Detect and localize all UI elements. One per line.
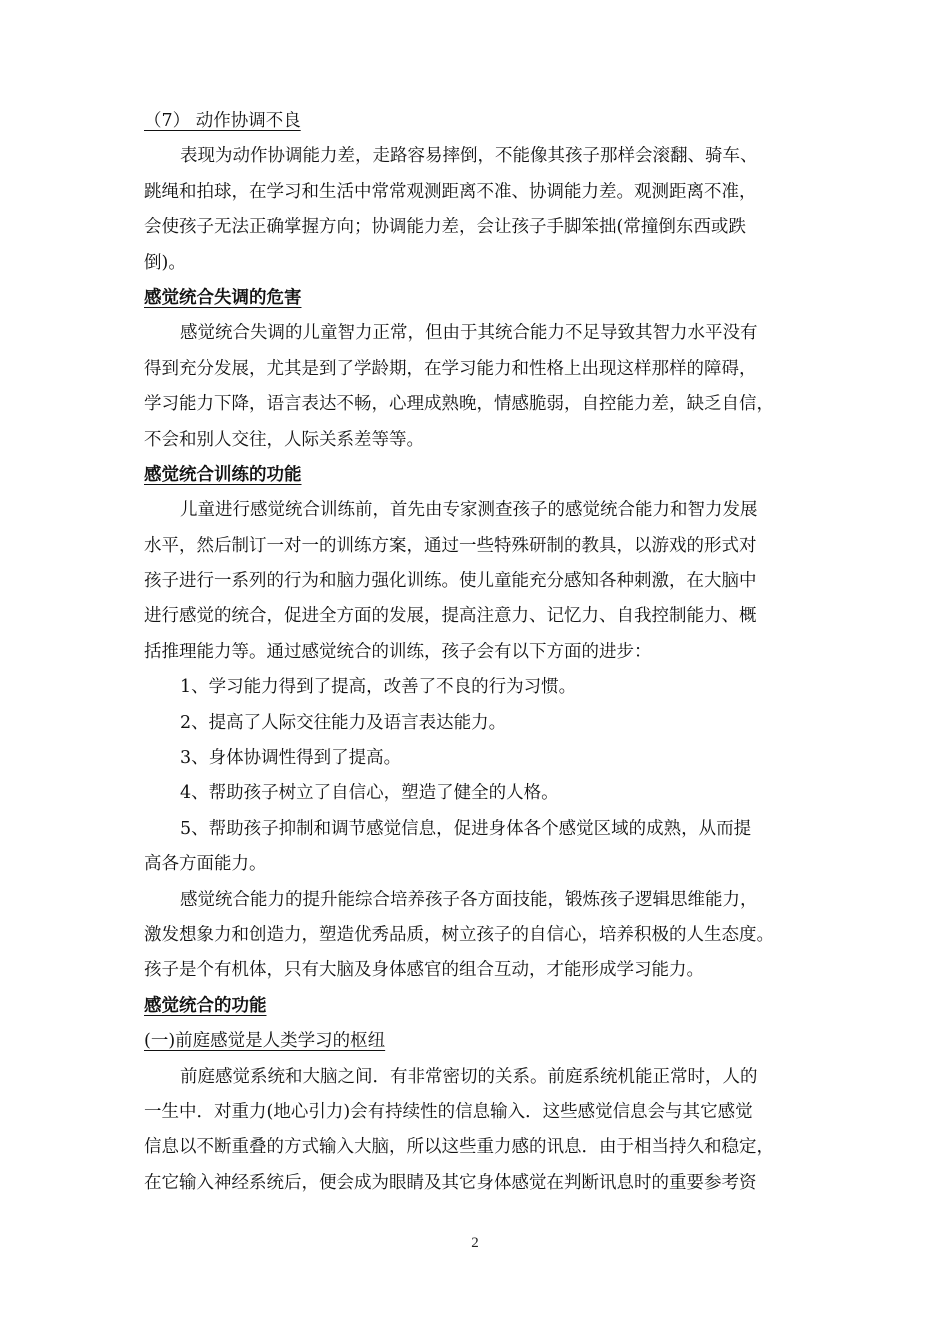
paragraph-first-line: 2、提高了人际交往能力及语言表达能力。	[180, 712, 507, 733]
paragraph-first-line: 5、帮助孩子抑制和调节感觉信息，促进身体各个感觉区域的成熟，从而提	[180, 818, 752, 839]
paragraph-line: 得到充分发展，尤其是到了学龄期，在学习能力和性格上出现这样那样的障碍，	[144, 358, 757, 379]
paragraph-line: 括推理能力等。通过感觉统合的训练，孩子会有以下方面的进步：	[144, 641, 652, 662]
section-heading: 感觉统合失调的危害	[144, 287, 302, 308]
paragraph-line: 信息以不断重叠的方式输入大脑，所以这些重力感的讯息．由于相当持久和稳定，	[144, 1137, 774, 1158]
paragraph-line: 孩子是个有机体，只有大脑及身体感官的组合互动，才能形成学习能力。	[144, 960, 704, 981]
paragraph-first-line: 感觉统合失调的儿童智力正常，但由于其统合能力不足导致其智力水平没有	[180, 323, 758, 344]
paragraph-line: 会使孩子无法正确掌握方向；协调能力差，会让孩子手脚笨拙(常撞倒东西或跌	[144, 217, 746, 238]
paragraph-first-line: 1、学习能力得到了提高，改善了不良的行为习惯。	[180, 677, 577, 698]
paragraph-line: 在它输入神经系统后，便会成为眼睛及其它身体感觉在判断讯息时的重要参考资	[144, 1172, 757, 1193]
document-body	[144, 104, 804, 1201]
paragraph-first-line: 4、帮助孩子树立了自信心，塑造了健全的人格。	[180, 783, 559, 804]
paragraph-first-line: 表现为动作协调能力差，走路容易摔倒，不能像其孩子那样会滚翻、骑车、	[180, 146, 758, 167]
paragraph-first-line: 3、身体协调性得到了提高。	[180, 748, 402, 769]
paragraph-line: 跳绳和拍球，在学习和生活中常常观测距离不准、协调能力差。观测距离不准，	[144, 181, 757, 202]
section-heading: 感觉统合训练的功能	[144, 464, 302, 485]
paragraph-first-line: 感觉统合能力的提升能综合培养孩子各方面技能，锻炼孩子逻辑思维能力，	[180, 889, 758, 910]
paragraph-line: 水平，然后制订一对一的训练方案，通过一些特殊研制的教具，以游戏的形式对	[144, 535, 757, 556]
paragraph-line: 倒)。	[144, 252, 186, 273]
paragraph-line: 进行感觉的统合，促进全方面的发展，提高注意力、记忆力、自我控制能力、概	[144, 606, 757, 627]
page-number: 2	[471, 1235, 479, 1251]
section-heading: 感觉统合的功能	[144, 995, 267, 1016]
subsection-heading: （7） 动作协调不良	[144, 111, 301, 131]
paragraph-line: 学习能力下降，语言表达不畅，心理成熟晚，情感脆弱，自控能力差，缺乏自信，	[144, 394, 774, 415]
subsection-heading: (一)前庭感觉是人类学习的枢纽	[144, 1031, 386, 1052]
paragraph-line: 高各方面能力。	[144, 854, 267, 875]
paragraph-first-line: 前庭感觉系统和大脑之间．有非常密切的关系。前庭系统机能正常时，人的	[180, 1066, 758, 1087]
paragraph-line: 一生中．对重力(地心引力)会有持续性的信息输入．这些感觉信息会与其它感觉	[144, 1101, 753, 1122]
paragraph-line: 激发想象力和创造力，塑造优秀品质，树立孩子的自信心，培养积极的人生态度。	[144, 924, 774, 945]
paragraph-line: 不会和别人交往，人际关系差等等。	[144, 429, 424, 450]
paragraph-line: 孩子进行一系列的行为和脑力强化训练。使儿童能充分感知各种刺激，在大脑中	[144, 571, 757, 592]
paragraph-first-line: 儿童进行感觉统合训练前，首先由专家测查孩子的感觉统合能力和智力发展	[180, 500, 758, 521]
